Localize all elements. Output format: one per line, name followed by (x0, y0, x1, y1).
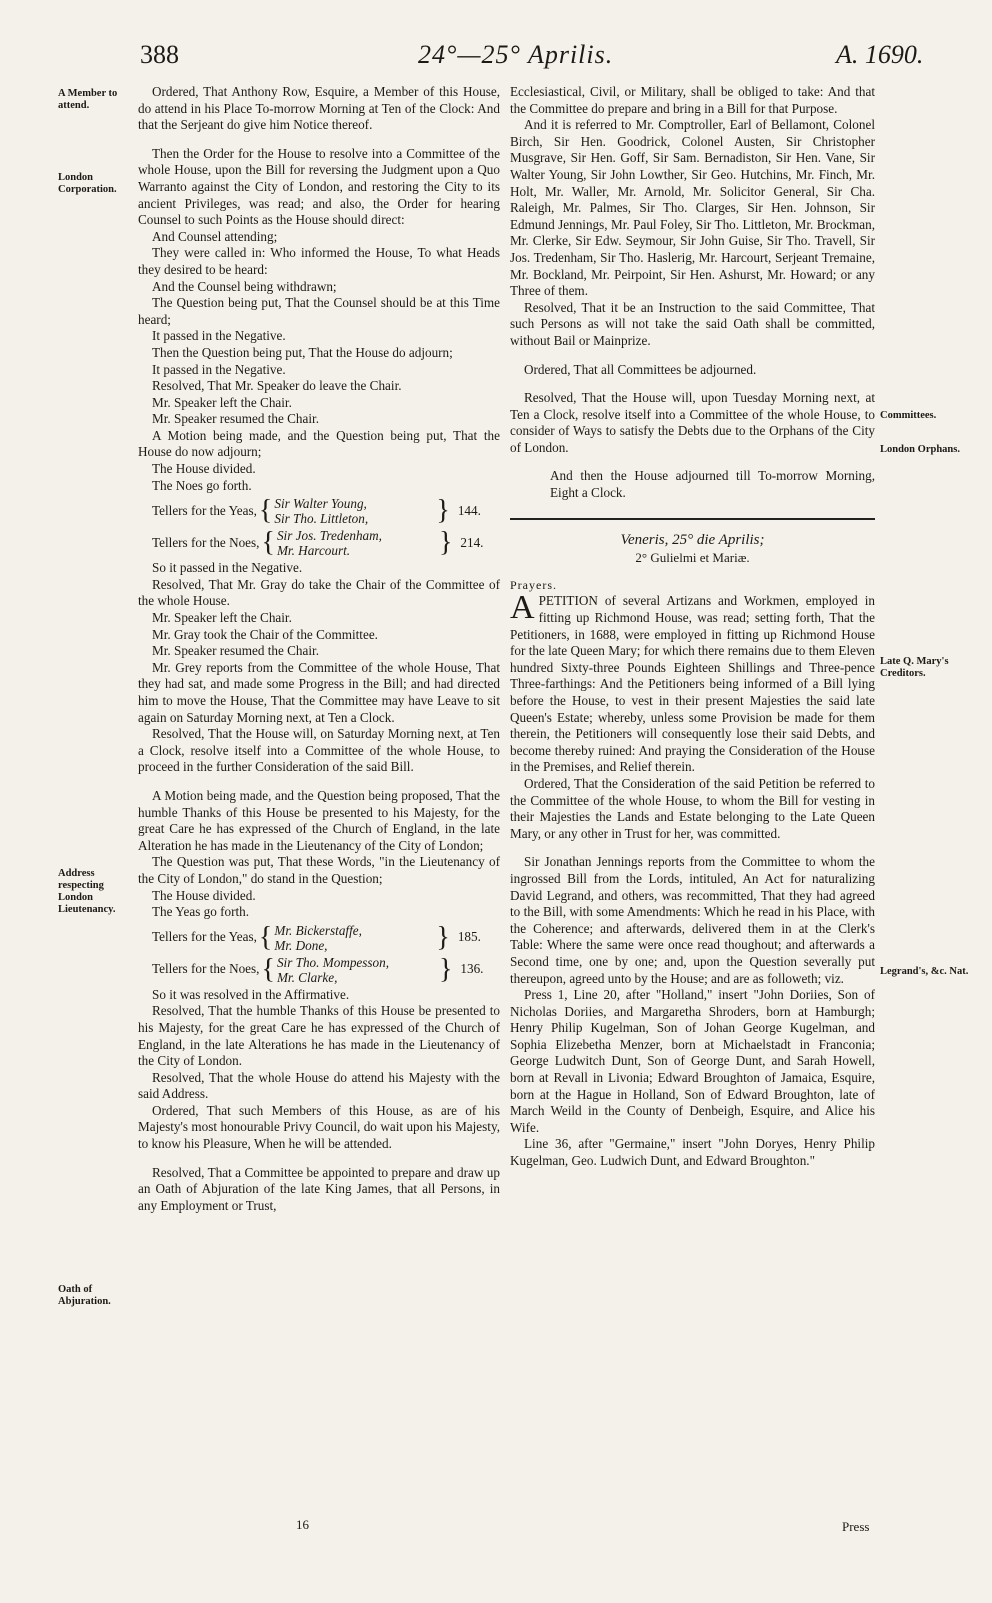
tellers-label: Tellers for the Noes, (152, 961, 260, 977)
tellers-label: Tellers for the Noes, (152, 534, 260, 550)
tellers-label: Tellers for the Yeas, (152, 929, 257, 945)
tellers-count: 214. (460, 534, 484, 550)
paragraph: The Noes go forth. (152, 477, 252, 493)
brace-icon: { (261, 527, 275, 559)
margin-note: London Corporation. (58, 172, 117, 195)
brace-icon: } (438, 953, 453, 985)
paragraph: They were called in: Who informed the House, To what Heads they desired to be heard: (138, 245, 500, 277)
brace-icon: } (436, 495, 450, 527)
margin-note: Address respecting London Lieutenancy. (58, 868, 116, 915)
paragraph: And Counsel attending; (152, 228, 278, 244)
teller-name: Sir Walter Young, (274, 496, 367, 512)
margin-note: Late Q. Mary's Creditors. (880, 656, 949, 679)
paragraph: Mr. Grey reports from the Committee of the whole House, That they had sat, and made some Progress in the Bill; and had directed him to move the House, That the Committee may have Leave to sit again on Saturday Morning next, at Ten a Clock. (138, 659, 500, 725)
teller-name: Sir Tho. Littleton, (274, 511, 369, 527)
paragraph: Mr. Speaker resumed the Chair. (152, 643, 319, 659)
tellers-yeas (152, 496, 500, 526)
paragraph: Sir Jonathan Jennings reports from the Committee to whom the ingrossed Bill from the Lords, intituled, An Act for naturalizing David Legrand, and others, was recommitted, That they had agreed to the Bill, with some Amendments: Which he read in his Place, with the Coherence; and afterwards, delivered them in at the Clerk's Table: Where the same were once read thoughout; and afterwards a Second time, one by one; and, upon the Question severally put thereupon, agreed unto by the House; and are as followeth; viz. (510, 854, 875, 986)
header-year: A. 1690. (836, 40, 924, 69)
paragraph: The Question was put, That these Words, "in the Lieutenancy of the City of London," do stand in the Question; (138, 854, 500, 886)
paragraph: The Question being put, That the Counsel should be at this Time heard; (138, 295, 500, 327)
paragraph: Resolved, That the humble Thanks of this House be presented to his Majesty, for the great Care he has expressed of the Church of England, in the late Alterations he has made in the Lieutenancy of the City of London. (138, 1003, 500, 1069)
paragraph: Resolved, That the whole House do attend his Majesty with the said Address. (138, 1069, 500, 1102)
teller-name: Mr. Clarke, (276, 969, 338, 985)
paragraph: So it was resolved in the Affirmative. (152, 986, 350, 1002)
paragraph: Ecclesiastical, Civil, or Military, shall be obliged to take: And that the Committee do prepare and bring in a Bill for that Purpose. (510, 84, 875, 116)
page-number: 388 (140, 40, 179, 69)
prayers-heading: Prayers. (510, 577, 557, 592)
brace-icon: } (438, 527, 453, 559)
teller-name: Sir Tho. Mompesson, (276, 954, 390, 970)
paragraph: Press 1, Line 20, after "Holland," insert "John Doriies, Son of Nicholas Doriies, and Margaretha Shroders, born at Hamburgh; Henry Philip Kugelman, Son of Johan George Kugelman, and Sophia Elizebetha Menzer, born at Michaelstadt in Franconia; George Ludwitch Dunt, Son of George Dunt, and Sarah Howell, born at Revall in Livonia; Edward Broughton of Jamaica, Esquire, born at the Hague in Holland, Son of Edward Broughton, late of March Weild in the County of Denbeigh, Esquire, and Alice his Wife. (510, 987, 875, 1135)
petition-text: PETITION of several Artizans and Workmen, employed in fitting up Richmond House, was read; setting forth, That the Petitioners, in 1688, were employed in fitting up Richmond House for the late Queen Mary; for which there remains due to them Eleven hundred Sixty-three Pounds Eighteen Shillings and Three-pence Three-farthings: And the Petitioners being informed of a Bill lying before the House, to vest in their present Majesties the said late Queen's Estate; whereby, unless some Provision be made for them therein, the Petitioners will consequently lose their said Debts, and become thereby ruined: And praying the Consideration of the House in the Premises, and Relief therein. (510, 593, 875, 775)
margin-note: London Orphans. (880, 444, 960, 455)
paragraph: It passed in the Negative. (152, 361, 286, 377)
tellers-count: 136. (460, 961, 484, 977)
paragraph: Line 36, after "Germaine," insert "John Doryes, Henry Philip Kugelman, Geo. Ludwich Dunt, and Edward Broughton." (510, 1136, 875, 1169)
paragraph: Mr. Speaker left the Chair. (152, 610, 292, 626)
tellers-count: 185. (457, 929, 481, 945)
margin-note: A Member to attend. (58, 88, 118, 111)
section-divider (510, 518, 875, 520)
brace-icon: { (258, 495, 273, 527)
paragraph: Resolved, That the House will, upon Tuesday Morning next, at Ten a Clock, resolve itself into a Committee of the whole House, to consider of Ways to satisfy the Debts due to the Orphans of the City of London. (510, 390, 875, 455)
paragraph: Resolved, That a Committee be appointed to prepare and draw up an Oath of Abjuration of the late King James, that all Persons, in any Employment or Trust, (138, 1164, 500, 1213)
brace-icon: { (258, 921, 273, 953)
paragraph: Resolved, That it be an Instruction to the said Committee, That such Persons as will not take the said Oath shall be committed, without Bail or Mainprize. (510, 299, 875, 348)
signature-mark: 16 (296, 1517, 309, 1532)
teller-name: Mr. Harcourt. (276, 543, 351, 559)
paragraph: A Motion being made, and the Question being proposed, That the humble Thanks of this House be presented to his Majesty, for the great Care he has expressed of the Church of England, in the late Alteration he has made in the Lieutenancy of the City of London; (138, 787, 500, 853)
paragraph: It passed in the Negative. (152, 328, 286, 344)
reign-heading: 2° Gulielmi et Mariæ. (635, 550, 750, 566)
day-heading: Veneris, 25° die Aprilis; (620, 531, 765, 548)
header-date: 24°—25° Aprilis. (418, 40, 614, 69)
paragraph: The House divided. (152, 461, 256, 477)
paragraph: Ordered, That Anthony Row, Esquire, a Member of this House, do attend in his Place To-morrow Morning at Ten of the Clock: And that the Serjeant do give him Notice thereof. (138, 84, 500, 133)
tellers-noes (152, 955, 500, 985)
brace-icon: } (436, 921, 450, 953)
page-header (0, 40, 992, 76)
left-column (138, 84, 500, 1214)
paragraph: Resolved, That Mr. Speaker do leave the Chair. (152, 378, 402, 394)
paragraph: And the Counsel being withdrawn; (152, 278, 337, 294)
brace-icon: { (261, 953, 275, 985)
drop-cap: A (510, 589, 535, 627)
paragraph: So it passed in the Negative. (152, 560, 303, 576)
paragraph: Mr. Gray took the Chair of the Committee. (152, 626, 378, 642)
paragraph: Ordered, That such Members of this House, as are of his Majesty's most honourable Privy Council, do wait upon his Majesty, to know his Pleasure, When he will be attended. (138, 1102, 500, 1152)
paragraph: Resolved, That the House will, on Saturday Morning next, at Ten a Clock, resolve itself into a Committee of the whole House, to proceed in the further Consideration of the said Bill. (138, 726, 500, 775)
right-column (510, 84, 875, 1170)
paragraph: Mr. Speaker left the Chair. (152, 394, 292, 410)
teller-name: Sir Jos. Tredenham, (276, 528, 382, 544)
margin-note: Oath of Abjuration. (58, 1284, 111, 1307)
paragraph: The House divided. (152, 887, 256, 903)
margin-note: Legrand's, &c. Nat. (880, 966, 969, 977)
paragraph: Mr. Speaker resumed the Chair. (152, 411, 319, 427)
adjournment: And then the House adjourned till To-morrow Morning, Eight a Clock. (550, 468, 875, 501)
catchword: Press (842, 1519, 870, 1534)
tellers-yeas (152, 923, 500, 953)
teller-name: Mr. Done, (274, 937, 328, 953)
margin-note: Committees. (880, 410, 937, 421)
paragraph: The Yeas go forth. (152, 904, 250, 920)
paragraph: Then the Order for the House to resolve into a Committee of the whole House, upon the Bill for reversing the Judgment upon a Quo Warranto against the City of London, and restoring the City to its ancient Privileges, was read; and also, the Order for hearing Counsel to such Points as the House should direct: (138, 145, 500, 228)
paragraph: Ordered, That the Consideration of the said Petition be referred to the Committee of the whole House, to whom the Bill for vesting in their Majesties the Lands and Estate belonging to the Late Queen Mary, or any other in Trust for her, was committed. (510, 775, 875, 841)
teller-name: Mr. Bickerstaffe, (274, 922, 362, 938)
paragraph: Resolved, That Mr. Gray do take the Chair of the Committee of the whole House. (138, 576, 500, 609)
tellers-count: 144. (457, 502, 481, 518)
paragraph: A Motion being made, and the Question being put, That the House do now adjourn; (138, 427, 500, 460)
tellers-label: Tellers for the Yeas, (152, 502, 257, 518)
tellers-noes (152, 528, 500, 558)
paragraph: Ordered, That all Committees be adjourned. (524, 361, 757, 377)
paragraph: Then the Question being put, That the House do adjourn; (152, 344, 453, 360)
paragraph: And it is referred to Mr. Comptroller, Earl of Bellamont, Colonel Birch, Sir Hen. Goodrick, Colonel Austen, Sir Christopher Musgrave, Sir Hen. Goff, Sir Sam. Bernadiston, Sir Hen. Vane, Sir Walter Young, Sir John Lowther, Sir Geo. Hutchins, Mr. Finch, Mr. Holt, Mr. Waller, Mr. Arnold, Mr. Solicitor General, Sir Cha. Raleigh, Mr. Palmes, Sir Tho. Clarges, Sir Hen. Johnson, Sir Edmund Jennings, Mr. Paul Foley, Sir Tho. Littleton, Mr. Brockman, Mr. Clerke, Sir Edw. Seymour, Sir John Guise, Sir Tho. Travell, Sir Jos. Tredenham, Sir Tho. Haslerig, Mr. Harcourt, Serjeant Tremaine, Mr. Bockland, Mr. Peirpoint, Sir Hen. Ashurst, Mr. Howard; or any Three of them. (510, 117, 875, 299)
paragraph (510, 589, 875, 776)
